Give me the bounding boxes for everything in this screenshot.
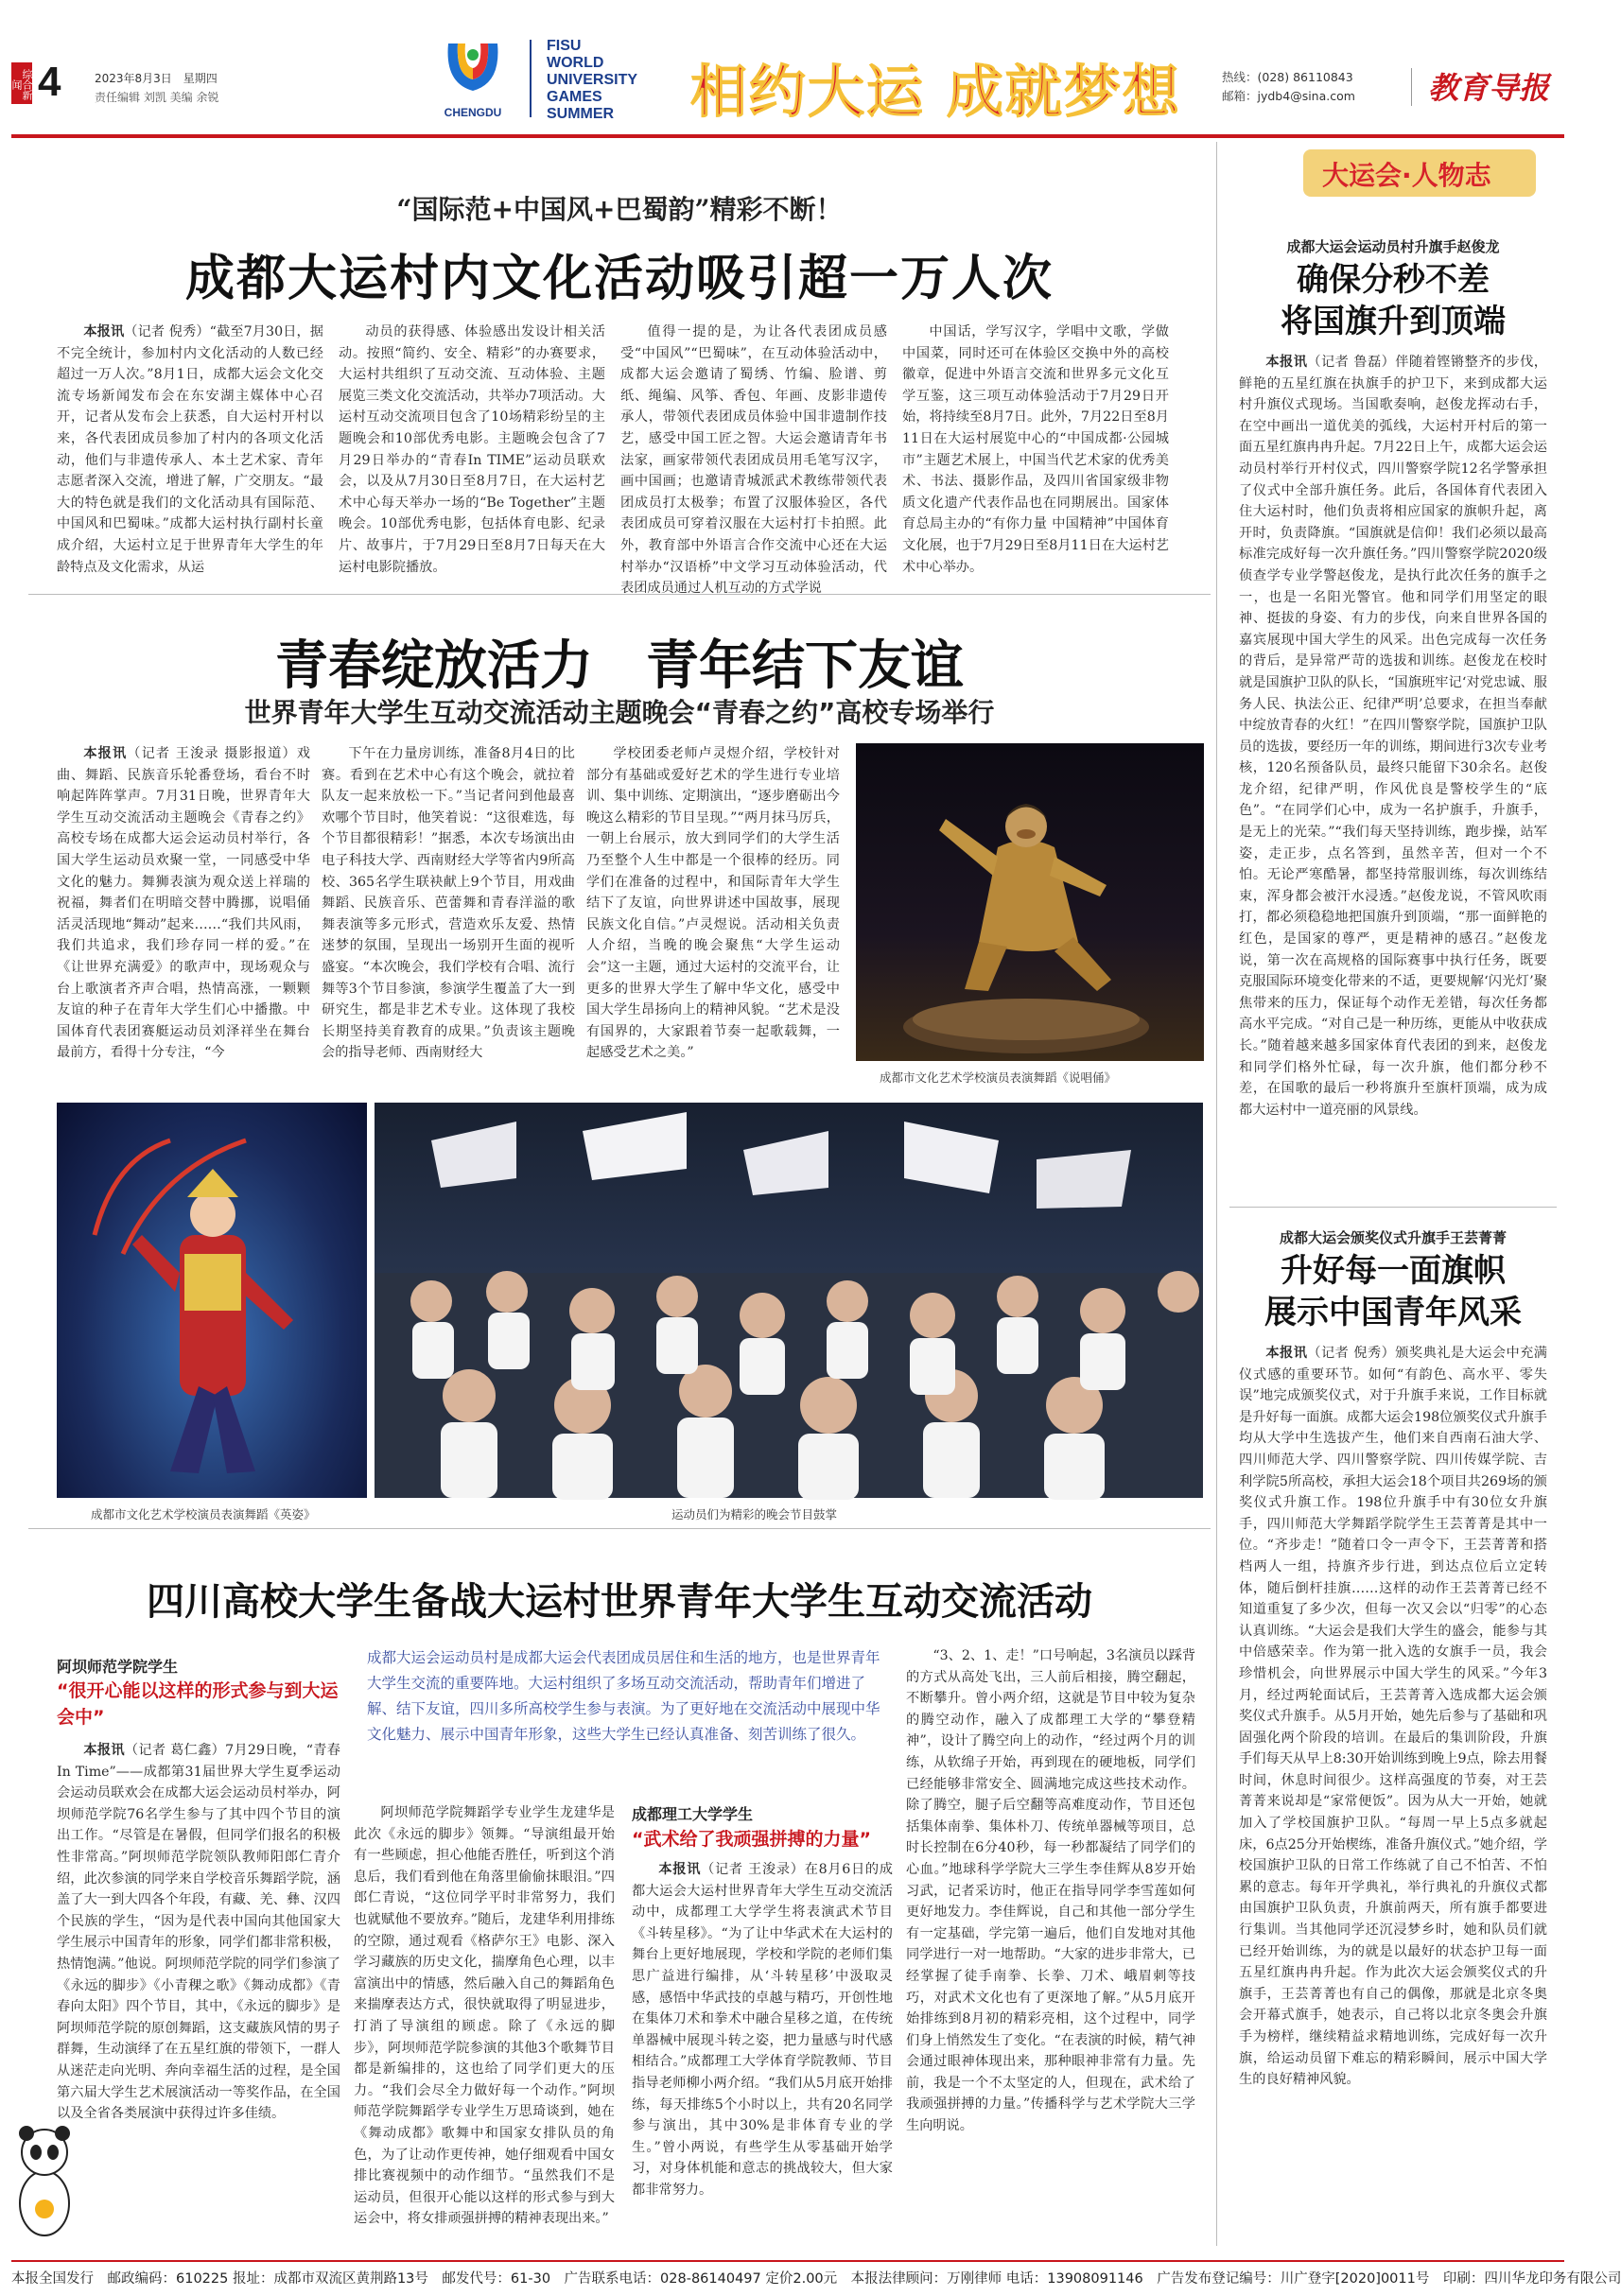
logo-city-label: CHENGDU — [444, 106, 502, 119]
article2-column — [322, 743, 575, 1089]
opera-performer-illustration — [57, 1103, 367, 1498]
audience-photo-caption: 运动员们为精彩的晚会节目鼓掌 — [671, 1507, 838, 1522]
fisu-wordmark — [547, 38, 637, 123]
profile2-title-line: 展示中国青年风采 — [1264, 1294, 1522, 1331]
email-text: 邮箱：jydb4@sina.com — [1222, 89, 1355, 103]
issue-date: 2023年8月3日 星期四 — [95, 72, 218, 85]
article3-intro: 成都大运会运动员村是成都大运会代表团成员居住和生活的地方，也是世界青年大学生交流的重要阵地。大运村组织了多场互动交流活动，帮助青年们增进了解、结下友谊，四川多所高校学生参与表演。为了更好地在交流活动中展现中华文化魅力、展示中国青年形象，这些大学生已经认真准备、刻苦训练了很久。 — [367, 1649, 880, 1743]
universiade-emblem-icon — [435, 36, 511, 102]
fisu-line: SUMMER — [547, 106, 615, 122]
article2-subtitle: 世界青年大学生互动交流活动主题晚会“青春之约”高校专场举行 — [244, 697, 995, 728]
fisu-line: GAMES — [547, 89, 602, 105]
profile2-title-line: 升好每一面旗帜 — [1281, 1252, 1506, 1290]
section-divider — [28, 1528, 1211, 1529]
profile1-reporter: （记者 鲁磊） — [1307, 355, 1396, 370]
article2-reporter: （记者 王浚录 摄影报道） — [127, 746, 297, 761]
profile2-column — [1239, 1343, 1547, 2247]
sub2-lead: 本报讯 — [658, 1862, 702, 1877]
sub1-lead: 本报讯 — [83, 1743, 125, 1758]
article1-reporter: （记者 倪秀） — [124, 324, 210, 339]
panda-mascot-icon — [13, 2118, 76, 2241]
editors-line: 责任编辑 刘凯 美编 余锐 — [95, 91, 219, 104]
article2-title: 青春绽放活力 青年结下友谊 — [275, 635, 964, 697]
article2-text: 学校团委老师卢灵煜介绍，学校针对部分有基础或爱好艺术的学生进行专业培训、集中训练、定期演出，“逐步磨砺出今晚这么精彩的节目呈现。”“两月抹马厉兵，一朝上台展示，放大到同学们的大学生活乃至整个人生中都是一个很棒的经历。同学们在准备的过程中，和国际青年大学生结下了友谊，向世界讲述中国故事，展现民族文化自信。”卢灵煜说。活动相关负责人介绍，当晚的晚会聚焦“大学生运动会”这一主题，通过大运村的交流平台，让更多的世界大学生了解中华文化，感受中国大学生昂扬向上的精神风貌。“艺术是没有国界的，大家跟着节奏一起歌载舞，一起感受艺术之美。” — [586, 746, 840, 1061]
sub2-text: 在8月6日的成都大运会大运村世界青年大学生互动交流活动中，成都理工大学学生将表演武术节目《斗转星移》。“为了让中华武术在大运村的舞台上更好地展现，学校和学院的老师们集思广益进行编排，从‘斗转星移’中汲取灵感，感悟中华武技的卓越与精巧，开创性地在集体刀术和拳术中融合星移之道，在传统单器械中展现斗转之姿，把力量感与时代感相结合。”成都理工大学体育学院教师、节目指导老师柳小两介绍。“我们从5月底开始排练，每天排练5个小时以上，共有20名同学参与演出，其中30%是非体育专业的学生。”曾小两说，有些学生从零基础开始学习，对身体机能和意志的挑战较大，但大家都非常努力。 — [632, 1862, 893, 2198]
logo-divider — [530, 40, 532, 117]
profile2-kicker: 成都大运会颁奖仪式升旗手王芸菁菁 — [1279, 1229, 1507, 1246]
article1-text: 值得一提的是，为让各代表团成员感受“中国风”“巴蜀味”，在互动体验活动中，成都大运会邀请了蜀绣、竹编、脸谱、剪纸、绳编、风筝、香包、年画、皮影非遗传承人，带领代表团成员体验中国非遗制作技艺，感受中国工匠之智。大运会邀请青年书法家，画家带领代表团成员用毛笔写汉字，画中国画；也邀请青城派武术教练带领代表团成员打太极拳；布置了汉服体验区，各代表团成员可穿着汉服在大运村打卡拍照。此外，教育部中外语言合作交流中心还在大运村举办“汉语桥”中文学习互动体验活动，代表团成员通过人机互动的方式学说 — [620, 324, 887, 597]
opera-photo-caption: 成都市文化艺术学校演员表演舞蹈《英姿》 — [91, 1507, 316, 1522]
page-number: 4 — [38, 59, 61, 105]
profile1-title-line: 将国旗升到顶端 — [1281, 303, 1506, 340]
profile1-text: 伴随着铿锵整齐的步伐，鲜艳的五星红旗在执旗手的护卫下，来到成都大运村升旗仪式现场。当国歌奏响，赵俊龙挥动右手，在空中画出一道优美的弧线，大运村开村后的第一面五星红旗冉冉升起。7月22日上午，成都大运会运动员村举行开村仪式，四川警察学院12名学警承担了仪式中全部升旗任务。此后，各国体育代表团入住大运村时，他们负责将相应国家的旗帜升起，离开时，负责降旗。“国旗就是信仰！我们必须以最高标准完成好每一次升旗任务。”四川警察学院2020级侦查学专业学警赵俊龙，是执行此次任务的旗手之一，也是一名阳光警官。他和同学们用坚定的眼神、挺拔的身姿、有力的步伐，向来自世界各国的嘉宾展现中国大学生的风采。出色完成每一次任务的背后，是异常严苛的选拔和训练。赵俊龙在校时就是国旗护卫队的队长，“国旗班牢记‘对党忠诚、服务人民、执法公正、纪律严明’总要求，在担当奉献中绽放青春的火红！”在四川警察学院，国旗护卫队员的选拔，要经历一年的训练，期间进行3次专业考核，120名预备队员，最终只能留下30余名。赵俊龙介绍，纪律严明，作风优良是警校学生的“底色”。“在同学们心中，成为一名护旗手，升旗手，是无上的光荣。”“我们每天坚持训练，跑步操，站军姿，走正步，点名答到，虽然辛苦，但对一个不怕。无论严寒酷暑，都坚持常服训练，每次训练结束，浑身都会被汗水浸透。”赵俊龙说，不管风吹雨打，都必须稳稳地把国旗升到顶端，“那一面鲜艳的红色，是国家的尊严，更是精神的感召。”赵俊龙说，第一次在高规格的国际赛事中执行任务，既要克服国际环境变化带来的不适，更要规解‘闪光灯’聚焦带来的压力，保证每个动作无差错，每次任务都高水平完成。“对自己是一种历练，更能从中收获成长。”随着越来越多国家体育代表团的到来，赵俊龙和同学们格外忙碌，每一次升旗，他们都分秒不差，在国歌的最后一秒将旗升至旗杆顶端，成为成都大运村中一道亮丽的风景线。 — [1239, 355, 1547, 1118]
article1-kicker: “国际范+中国风+巴蜀韵”精彩不断！ — [396, 194, 843, 225]
sub2-school: 成都理工大学学生 — [632, 1805, 754, 1823]
dancer-photo — [856, 743, 1204, 1061]
article2-lead: 本报讯 — [83, 746, 128, 761]
article1-column — [620, 322, 887, 597]
sub2-column — [632, 1859, 893, 2247]
audience-photo — [375, 1103, 1203, 1498]
contact-info — [1222, 68, 1355, 106]
panda-mascot — [13, 2118, 76, 2241]
dancer-photo-caption: 成都市文化艺术学校演员表演舞蹈《说唱俑》 — [880, 1070, 1117, 1085]
article1-lead: 本报讯 — [83, 324, 125, 339]
article1-text: 动员的获得感、体验感出发设计相关活动。按照“简约、安全、精彩”的办赛要求，大运村共组织了互动交流、互动体验、主题展览三类文化交流活动，共举办7项活动。大运村互动交流项目包含了10场精彩纷呈的主题晚会和10部优秀电影。主题晚会包含了7月29日举办的“青春In TIME”运动员联欢会，以及从7月30日至8月7日，在大运村艺术中心每天举办一场的“Be Together”主题晚会。10部优秀电影，包括体育电影、纪录片、故事片，于7月29日至8月7日每天在大运村电影院播放。 — [339, 324, 605, 575]
header-rule — [11, 134, 1564, 138]
chengdu-universiade-logo — [435, 36, 511, 121]
article3-title: 四川高校大学生备战大运村世界青年大学生互动交流活动 — [147, 1580, 1092, 1624]
fisu-line: UNIVERSITY — [547, 72, 638, 88]
sub2-column — [906, 1645, 1195, 2247]
section-side-tag: 综合新闻 — [11, 62, 32, 104]
header-divider — [1411, 68, 1412, 106]
fisu-line: WORLD — [547, 55, 604, 71]
article1-column — [902, 322, 1169, 583]
profile2-reporter: （记者 倪秀） — [1307, 1346, 1396, 1361]
article2-column — [586, 743, 840, 1089]
article2-text: 戏曲、舞蹈、民族音乐轮番登场，看台不时响起阵阵掌声。7月31日晚，世界青年大学生互动交流活动主题晚会《青春之约》高校专场在成都大运会运动员村举行，各国大学生运动员欢聚一堂，一同感受中华文化的魅力。舞狮表演为观众送上祥瑞的祝福，舞者们在明暗交替中腾挪，说唱俑活灵活现地“舞动”起来……“我们共风雨，我们共追求，我们珍存同一样的爱。”在《让世界充满爱》的歌声中，现场观众与台上歌演者齐声合唱，热情高涨，一颗颗友谊的种子在青年大学生们心中播撒。中国体育代表团赛艇运动员刘泽祥坐在舞台最前方，看得十分专注，“今 — [57, 746, 310, 1061]
audience-illustration — [375, 1103, 1203, 1498]
article1-text: 中国话，学写汉字，学唱中文歌，学做中国菜，同时还可在体验区交换中外的高校徽章，促进中外语言交流和世界多元文化互学互鉴，这三项互动体验活动于7月29日开始，将持续至8月7日。此外，7月22日至8月11日在大运村展览中心的“中国成都·公园城市”主题艺术展上，中国当代艺术家的优秀美术、书法、摄影作品，及四川省国家级非物质文化遗产代表作品也在同期展出。国家体育总局主办的“有你力量 中国精神”中国体育文化展，也于7月29日至8月11日在大运村艺术中心举办。 — [902, 324, 1169, 575]
article1-column — [339, 322, 605, 583]
sub1-reporter: （记者 葛仁鑫） — [124, 1743, 226, 1758]
sub2-text: “3、2、1、走！”口号响起，3名演员以踩背的方式从高处飞出，三人前后相接，腾空翻起，不断攀升。曾小两介绍，这就是节目中较为复杂的腾空动作，融入了成都理工大学的“攀登精神”，设计了腾空向上的动作，“经过两个月的训练，从软绵子开始，再到现在的硬地板，同学们已经能够非常安全、圆满地完成这些技术动作。除了腾空，腿子后空翻等高难度动作，节目还包括集体南拳、集体朴刀、传统单器械等项目，总时长控制在6分40秒，每一秒都凝结了同学们的心血。”地球科学学院大三学生李佳辉从8岁开始习武，记者采访时，他正在指导同学李雪莲如何更好地发力。李佳辉说，自己和其他一部分学生有一定基础，学完第一遍后，他们自发地对其他同学进行一对一地帮助。“大家的进步非常大，已经掌握了徒手南拳、长拳、刀术、峨眉刺等技巧，对武术文化也有了更深地了解。”从5月底开始排练到8月初的精彩亮相，这个过程中，同学们身上悄然发生了变化。“在表演的时候，精气神会通过眼神体现出来，那种眼神非常有力量。先前，我是一个不太坚定的人，但现在，武术给了我顽强拼搏的力量。”传播科学与艺术学院大三学生向明说。 — [906, 1648, 1196, 2134]
article1-title: 成都大运村内文化活动吸引超一万人次 — [184, 251, 1054, 307]
article2-text: 下午在力量房训练，准备8月4日的比赛。看到在艺术中心有这个晚会，就拉着队友一起来放松一下。”当记者问到他最喜欢哪个节目时，他笑着说：“这很难选，每个节目都很精彩！”据悉，本次专场演出由电子科技大学、西南财经大学等省内9所高校、365名学生联袂献上9个节目，用戏曲舞蹈、民族音乐、芭蕾舞和青春洋溢的歌舞表演等多元形式，营造欢乐友爱、热情迷梦的氛围，呈现出一场别开生面的视听盛宴。“本次晚会，我们学校有合唱、流行舞等3个节目参演，参演学生覆盖了大一到研究生，都是非艺术专业。这体现了我校长期坚持美育教育的成果。”负责该主题晚会的指导老师、西南财经大 — [322, 746, 575, 1061]
column-divider — [1216, 142, 1217, 2246]
article2-column — [57, 743, 310, 1089]
profile1-kicker: 成都大运会运动员村升旗手赵俊龙 — [1286, 238, 1500, 255]
article1-column — [57, 322, 323, 583]
article1-text: “截至7月30日，据不完全统计，参加村内文化活动的人数已经超过一万人次。”8月1日，成都大运会文化交流专场新闻发布会在东安湖主媒体中心召开，记者从发布会上获悉，自大运村开村以来，各代表团成员参加了村内的各项文化活动，他们与非遗传承人、本土艺术家、青年志愿者深入交流，增进了解，广交朋友。“最大的特色就是我们的文化活动具有国际范、中国风和巴蜀味。”成都大运村执行副村长童成介绍，大运村立足于世界青年大学生的年龄特点及文化需求，从运 — [57, 324, 323, 575]
sub1-column — [354, 1802, 615, 2247]
profile1-lead: 本报讯 — [1265, 355, 1308, 370]
profile2-lead: 本报讯 — [1265, 1346, 1308, 1361]
sub1-title: “很开心能以这样的形式参与到大运会中” — [57, 1680, 339, 1728]
hotline-text: 热线：(028) 86110843 — [1222, 70, 1353, 84]
sub2-title: “武术给了我顽强拼搏的力量” — [632, 1829, 871, 1850]
header-slogan: 相约大运 成就梦想 — [690, 60, 1181, 126]
section-divider — [28, 594, 1211, 595]
opera-performer-photo — [57, 1103, 367, 1498]
sub2-reporter: （记者 王浚录） — [701, 1862, 805, 1877]
profile1-title-line: 确保分秒不差 — [1297, 261, 1490, 299]
profile2-text: 颁奖典礼是大运会中充满仪式感的重要环节。如何“有韵色、高水平、零失误”地完成颁奖仪式，对于升旗手来说，工作目标就是升好每一面旗。成都大运会198位颁奖仪式升旗手均从大学中生选拔产生，他们来自西南石油大学、四川师范大学、四川警察学院、四川传媒学院、吉利学院5所高校，承担大运会18个项目共269场的颁奖仪式升旗工作。198位升旗手中有30位女升旗手，四川师范大学舞蹈学院学生王芸菁菁是其中一位。“齐步走！”随着口令一声令下，王芸菁菁和搭档两人一组，持旗齐步行进，到达点位后立定转体，随后倒杆挂旗……这样的动作王芸菁菁已经不知道重复了多少次，但每一次又会以“归零”的心态认真训练。“大运会是我们大学生的盛会，能参与其中倍感荣幸。作为第一批入选的女旗手一员，我会珍惜机会，向世界展示中国大学生的风采。”今年3月，经过两轮面试后，王芸菁菁入选成都大运会颁奖仪式升旗手。从5月开始，她先后参与了基础和巩固强化两个阶段的培训。在最后的集训阶段，升旗手们每天从早上8:30开始训练到晚上9点，除去用餐时间，休息时间很少。这样高强度的节奏，对王芸菁菁来说却是“家常便饭”。因为从大一开始，她就加入了学校国旗护卫队。“每周一早上5点多就起床，6点25分开始楔练，准备升旗仪式。”她介绍，学校国旗护卫队的日常工作练就了自己不怕苦、不怕累的意志。每年开学典礼，举行典礼的升旗仪式都由国旗护卫队负责，升旗前两天，所有旗手都要进行集训。当其他同学还沉浸梦乡时，她和队员们就已经开始训练，为的就是以最好的状态护卫每一面五星红旗冉冉升起。作为此次大运会颁奖仪式的升旗手，王芸菁菁也有自己的偶像，那就是北京冬奥会开幕式旗手，她表示，自己将以北京冬奥会升旗手为榜样，继续精益求精地训练，完成好每一次升旗，给运动员留下难忘的精彩瞬间，展示中国大学生的良好精神风貌。 — [1239, 1346, 1547, 2088]
sub1-text: 7月29日晚，“青春 In Time”——成都第31届世界大学生夏季运动会运动员联欢会在成都大运会运动员村举办，阿坝师范学院76名学生参与了其中四个节目的演出工作。“尽管是在暑假，但同学们报名的积极性非常高。”阿坝师范学院领队教师阳郎仁青介绍，此次参演的同学来自学校音乐舞蹈学院，涵盖了大一到大四各个年段，有藏、羌、彝、汉四个民族的学生，“因为是代表中国向其他国家大学生展示中国青年的形象，同学们都非常积极，热情饱满。”他说。阿坝师范学院的同学们参演了《永远的脚步》《小青稞之歌》《舞动成都》《青春向太阳》四个节目，其中，《永远的脚步》是阿坝师范学院的原创舞蹈，这支藏族风情的男子群舞，生动演绎了在五星红旗的带领下，一群人从迷茫走向光明、奔向幸福生活的过程，是全国第六届大学生艺术展演活动一等奖作品，在全国以及全省各类展演中获得过许多佳绩。 — [57, 1743, 340, 2122]
sub1-column — [57, 1740, 340, 2246]
page-footer: 本报全国发行 邮政编码：610225 报址：成都市双流区黄荆路13号 邮发代号：61-30 广告联系电话：028-86140497 定价2.00元 本报法律顾问：万刚律师 电话：13908091146 广告发布登记编号：川广登字[2020]0011号 印刷：四川华龙印务有限公司 — [11, 2260, 1564, 2296]
fisu-line: FISU — [547, 38, 582, 54]
sub1-school: 阿坝师范学院学生 — [57, 1658, 179, 1676]
newspaper-brand: 教育导报 — [1428, 70, 1550, 106]
profile1-title — [1229, 259, 1557, 342]
section-divider — [1229, 1207, 1557, 1208]
section-badge-label: 大运会·人物志 — [1322, 160, 1491, 191]
profile2-title — [1229, 1250, 1557, 1333]
profile1-column — [1239, 352, 1547, 1188]
storyteller-dance-illustration — [856, 743, 1204, 1061]
sub1-text: 阿坝师范学院舞蹈学专业学生龙建华是此次《永远的脚步》领舞。“导演组最开始有一些顾虑，担心他能否胜任，听到这个消息后，我们看到他在角落里偷偷抹眼泪。”四郎仁青说，“这位同学平时非常努力，我们也就赋他不要放弃。”随后，龙建华利用排练的空隙，通过观看《格萨尔王》电影、深入学习藏族的历史文化，揣摩角色心理，以丰富演出中的情感，然后融入自己的舞蹈角色来揣摩表达方式，很快就取得了明显进步，打消了导演组的顾虑。除了《永远的脚步》，阿坝师范学院参演的其他3个歌舞节目都是新编排的，这也给了同学们更大的压力。“我们会尽全力做好每一个动作。”阿坝师范学院舞蹈学专业学生万思琦谈到，她在《舞动成都》歌舞中和国家女排队员的角色，为了让动作更传神，她仔细观看中国女排比赛视频中的动作细节。“虽然我们不是运动员，但很开心能以这样的形式参与到大运会中，将女排顽强拼搏的精神表现出来。” — [354, 1805, 615, 2227]
